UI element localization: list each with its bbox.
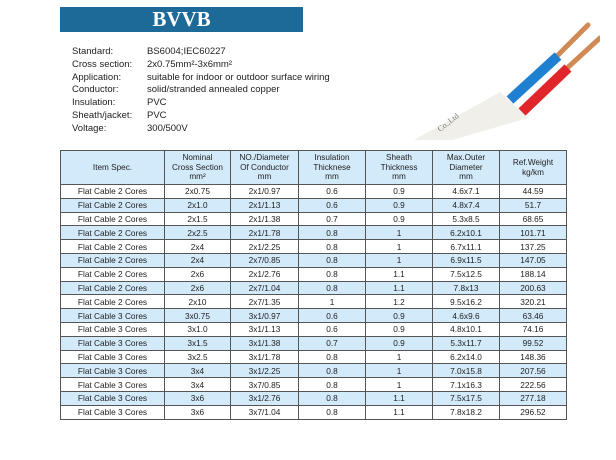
header-line: mm [325, 172, 339, 182]
table-cell: 0.9 [366, 198, 433, 212]
title-banner: BVVB [60, 7, 303, 32]
spec-value: suitable for indoor or outdoor surface wiring [147, 71, 330, 83]
table-cell: 277.18 [500, 391, 567, 405]
table-cell: Flat Cable 2 Cores [61, 281, 165, 295]
header-line: Item Spec. [92, 162, 133, 172]
table-cell: Flat Cable 2 Cores [61, 212, 165, 226]
table-cell: 99.52 [500, 336, 567, 350]
table-cell: 2x7/1.04 [231, 281, 299, 295]
table-cell: 0.9 [366, 336, 433, 350]
table-row [61, 309, 567, 323]
header-line: NO./Diameter [239, 153, 290, 163]
table-cell: 148.36 [500, 350, 567, 364]
table-cell: 68.65 [500, 212, 567, 226]
table-cell: 320.21 [500, 295, 567, 309]
table-cell: 63.46 [500, 309, 567, 323]
table-cell: 0.8 [299, 226, 366, 240]
spec-row [72, 72, 330, 85]
table-cell: 0.8 [299, 364, 366, 378]
table-row [61, 267, 567, 281]
table-row [61, 198, 567, 212]
spec-row [72, 59, 330, 72]
header-line: Thicknese [313, 162, 351, 172]
spec-label: Application: [72, 71, 122, 83]
spec-row [72, 84, 330, 97]
table-cell: 2x6 [165, 281, 231, 295]
table-cell: 1 [366, 240, 433, 254]
table-cell: Flat Cable 3 Cores [61, 364, 165, 378]
table-cell: 3x1.0 [165, 322, 231, 336]
table-cell: 2x1/2.25 [231, 240, 299, 254]
spec-value: PVC [147, 97, 167, 109]
table-cell: 296.52 [500, 405, 567, 419]
table-cell: 3x2.5 [165, 350, 231, 364]
table-cell: 2x6 [165, 267, 231, 281]
cable-image [400, 10, 600, 140]
table-cell: 4.6x7.1 [433, 185, 500, 199]
table-cell: 188.14 [500, 267, 567, 281]
table-cell: Flat Cable 2 Cores [61, 198, 165, 212]
table-cell: 0.8 [299, 253, 366, 267]
table-cell: 0.8 [299, 350, 366, 364]
table-cell: 1 [366, 253, 433, 267]
table-cell: 2x7/1.35 [231, 295, 299, 309]
table-cell: 0.6 [299, 185, 366, 199]
table-cell: 0.8 [299, 391, 366, 405]
table-cell: 0.6 [299, 322, 366, 336]
table-cell: 5.3x11.7 [433, 336, 500, 350]
column-header [433, 151, 500, 185]
table-row [61, 253, 567, 267]
table-cell: Flat Cable 3 Cores [61, 322, 165, 336]
table-cell: 1.1 [366, 267, 433, 281]
table-cell: 0.8 [299, 378, 366, 392]
table-row [61, 212, 567, 226]
table-cell: 5.3x8.5 [433, 212, 500, 226]
table-cell: 2x1/1.13 [231, 198, 299, 212]
table-cell: 1 [366, 364, 433, 378]
spec-row [72, 97, 330, 110]
table-cell: 1.1 [366, 281, 433, 295]
table-cell: 44.59 [500, 185, 567, 199]
header-line: mm [392, 172, 406, 182]
table-cell: 3x6 [165, 391, 231, 405]
table-cell: Flat Cable 3 Cores [61, 405, 165, 419]
table-cell: 2x2.5 [165, 226, 231, 240]
spec-label: Insulation: [72, 97, 116, 109]
header-line: mm [459, 172, 473, 182]
table-row [61, 364, 567, 378]
table-cell: 3x1/2.76 [231, 391, 299, 405]
table-cell: 1 [366, 350, 433, 364]
table-cell: 7.5x12.5 [433, 267, 500, 281]
table-row [61, 226, 567, 240]
spec-value: 2x0.75mm²-3x6mm² [147, 58, 232, 70]
table-cell: 2x1/1.38 [231, 212, 299, 226]
table-cell: 2x7/0.85 [231, 253, 299, 267]
table-cell: 101.71 [500, 226, 567, 240]
table-cell: Flat Cable 3 Cores [61, 350, 165, 364]
table-row [61, 185, 567, 199]
table-cell: 2x1/2.76 [231, 267, 299, 281]
table-cell: 0.6 [299, 309, 366, 323]
table-row [61, 391, 567, 405]
spec-label: Standard: [72, 46, 114, 57]
spec-row [72, 110, 330, 123]
header-line: Thickness [380, 162, 418, 172]
table-cell: 2x1/1.78 [231, 226, 299, 240]
table-cell: 147.05 [500, 253, 567, 267]
spec-value: solid/stranded annealed copper [147, 84, 280, 96]
table-row [61, 350, 567, 364]
table-cell: 3x7/1.04 [231, 405, 299, 419]
header-line: Sheath [386, 153, 412, 163]
spec-label: Conductor: [72, 84, 119, 96]
table-cell: 6.2x10.1 [433, 226, 500, 240]
table-cell: Flat Cable 2 Cores [61, 253, 165, 267]
spec-row [72, 46, 330, 59]
table-cell: Flat Cable 3 Cores [61, 391, 165, 405]
cable-print: Co.,Ltd [435, 111, 461, 134]
spec-value: BS6004;IEC60227 [147, 46, 226, 57]
table-cell: 0.8 [299, 405, 366, 419]
header-line: mm [257, 172, 272, 182]
spec-table [60, 150, 567, 420]
table-cell: 0.9 [366, 309, 433, 323]
table-cell: 3x4 [165, 378, 231, 392]
spec-label: Cross section: [72, 58, 133, 70]
table-cell: 2x4 [165, 240, 231, 254]
table-cell: Flat Cable 2 Cores [61, 267, 165, 281]
header-line: Max.Outer [446, 153, 486, 163]
table-row [61, 322, 567, 336]
spec-list [72, 46, 330, 136]
column-header [231, 151, 299, 185]
table-cell: 0.9 [366, 212, 433, 226]
table-cell: 0.7 [299, 336, 366, 350]
table-cell: 3x1/1.78 [231, 350, 299, 364]
header-line: Cross Section [172, 162, 223, 172]
table-cell: 1.1 [366, 405, 433, 419]
table-cell: Flat Cable 3 Cores [61, 336, 165, 350]
table-cell: 3x1.5 [165, 336, 231, 350]
column-header [165, 151, 231, 185]
table-cell: 7.0x15.8 [433, 364, 500, 378]
table-cell: 3x4 [165, 364, 231, 378]
table-cell: 2x1.0 [165, 198, 231, 212]
column-header [61, 151, 165, 185]
table-cell: 2x1.5 [165, 212, 231, 226]
table-cell: 3x6 [165, 405, 231, 419]
header-line: Nominal [182, 153, 213, 163]
table-cell: 1.2 [366, 295, 433, 309]
table-cell: 3x0.75 [165, 309, 231, 323]
table-cell: 7.8x13 [433, 281, 500, 295]
table-cell: 2x10 [165, 295, 231, 309]
table-cell: 2x0.75 [165, 185, 231, 199]
spec-label: Voltage: [72, 122, 107, 134]
table-cell: Flat Cable 2 Cores [61, 226, 165, 240]
table-cell: 51.7 [500, 198, 567, 212]
table-cell: 3x1/2.25 [231, 364, 299, 378]
table-row [61, 295, 567, 309]
table-cell: 6.9x11.5 [433, 253, 500, 267]
table-cell: 2x1/0.97 [231, 185, 299, 199]
table-row [61, 378, 567, 392]
column-header [500, 151, 567, 185]
table-cell: 1 [299, 295, 366, 309]
table-cell: 0.9 [366, 185, 433, 199]
table-cell: 7.1x16.3 [433, 378, 500, 392]
table-cell: 7.5x17.5 [433, 391, 500, 405]
table-cell: 0.6 [299, 198, 366, 212]
table-row [61, 240, 567, 254]
table-cell: 4.6x9.6 [433, 309, 500, 323]
column-header [366, 151, 433, 185]
column-header [299, 151, 366, 185]
table-row [61, 336, 567, 350]
header-line: mm² [189, 172, 206, 182]
table-cell: 2x4 [165, 253, 231, 267]
table-cell: 1.1 [366, 391, 433, 405]
table-cell: Flat Cable 2 Cores [61, 240, 165, 254]
table-cell: 200.63 [500, 281, 567, 295]
table-cell: 6.7x11.1 [433, 240, 500, 254]
table-cell: 3x1/0.97 [231, 309, 299, 323]
table-cell: 0.9 [366, 322, 433, 336]
table-cell: 0.8 [299, 267, 366, 281]
table-row [61, 405, 567, 419]
header-line: Insulation [314, 153, 350, 163]
spec-value: PVC [147, 109, 167, 121]
table-cell: 3x1/1.13 [231, 322, 299, 336]
header-line: Of Conductor [240, 162, 289, 172]
spec-row [72, 123, 330, 136]
header-line: kg/km [522, 167, 544, 177]
table-cell: 3x7/0.85 [231, 378, 299, 392]
header-line: Diameter [449, 162, 483, 172]
table-row [61, 281, 567, 295]
table-cell: Flat Cable 3 Cores [61, 378, 165, 392]
table-cell: 0.8 [299, 240, 366, 254]
table-cell: 137.25 [500, 240, 567, 254]
table-cell: 6.2x14.0 [433, 350, 500, 364]
table-cell: 207.56 [500, 364, 567, 378]
table-cell: 7.8x18.2 [433, 405, 500, 419]
table-cell: Flat Cable 3 Cores [61, 309, 165, 323]
table-cell: 3x1/1.38 [231, 336, 299, 350]
table-cell: 0.7 [299, 212, 366, 226]
table-cell: 74.16 [500, 322, 567, 336]
table-cell: 1 [366, 378, 433, 392]
spec-label: Sheath/jacket: [72, 109, 133, 121]
table-cell: 1 [366, 226, 433, 240]
table-cell: 222.56 [500, 378, 567, 392]
table-cell: 9.5x16.2 [433, 295, 500, 309]
table-cell: 4.8x10.1 [433, 322, 500, 336]
spec-value: 300/500V [147, 122, 188, 134]
table-cell: 0.8 [299, 281, 366, 295]
table-cell: 4.8x7.4 [433, 198, 500, 212]
table-cell: Flat Cable 2 Cores [61, 185, 165, 199]
table-cell: Flat Cable 2 Cores [61, 295, 165, 309]
header-line: Ref.Weight [512, 158, 554, 167]
